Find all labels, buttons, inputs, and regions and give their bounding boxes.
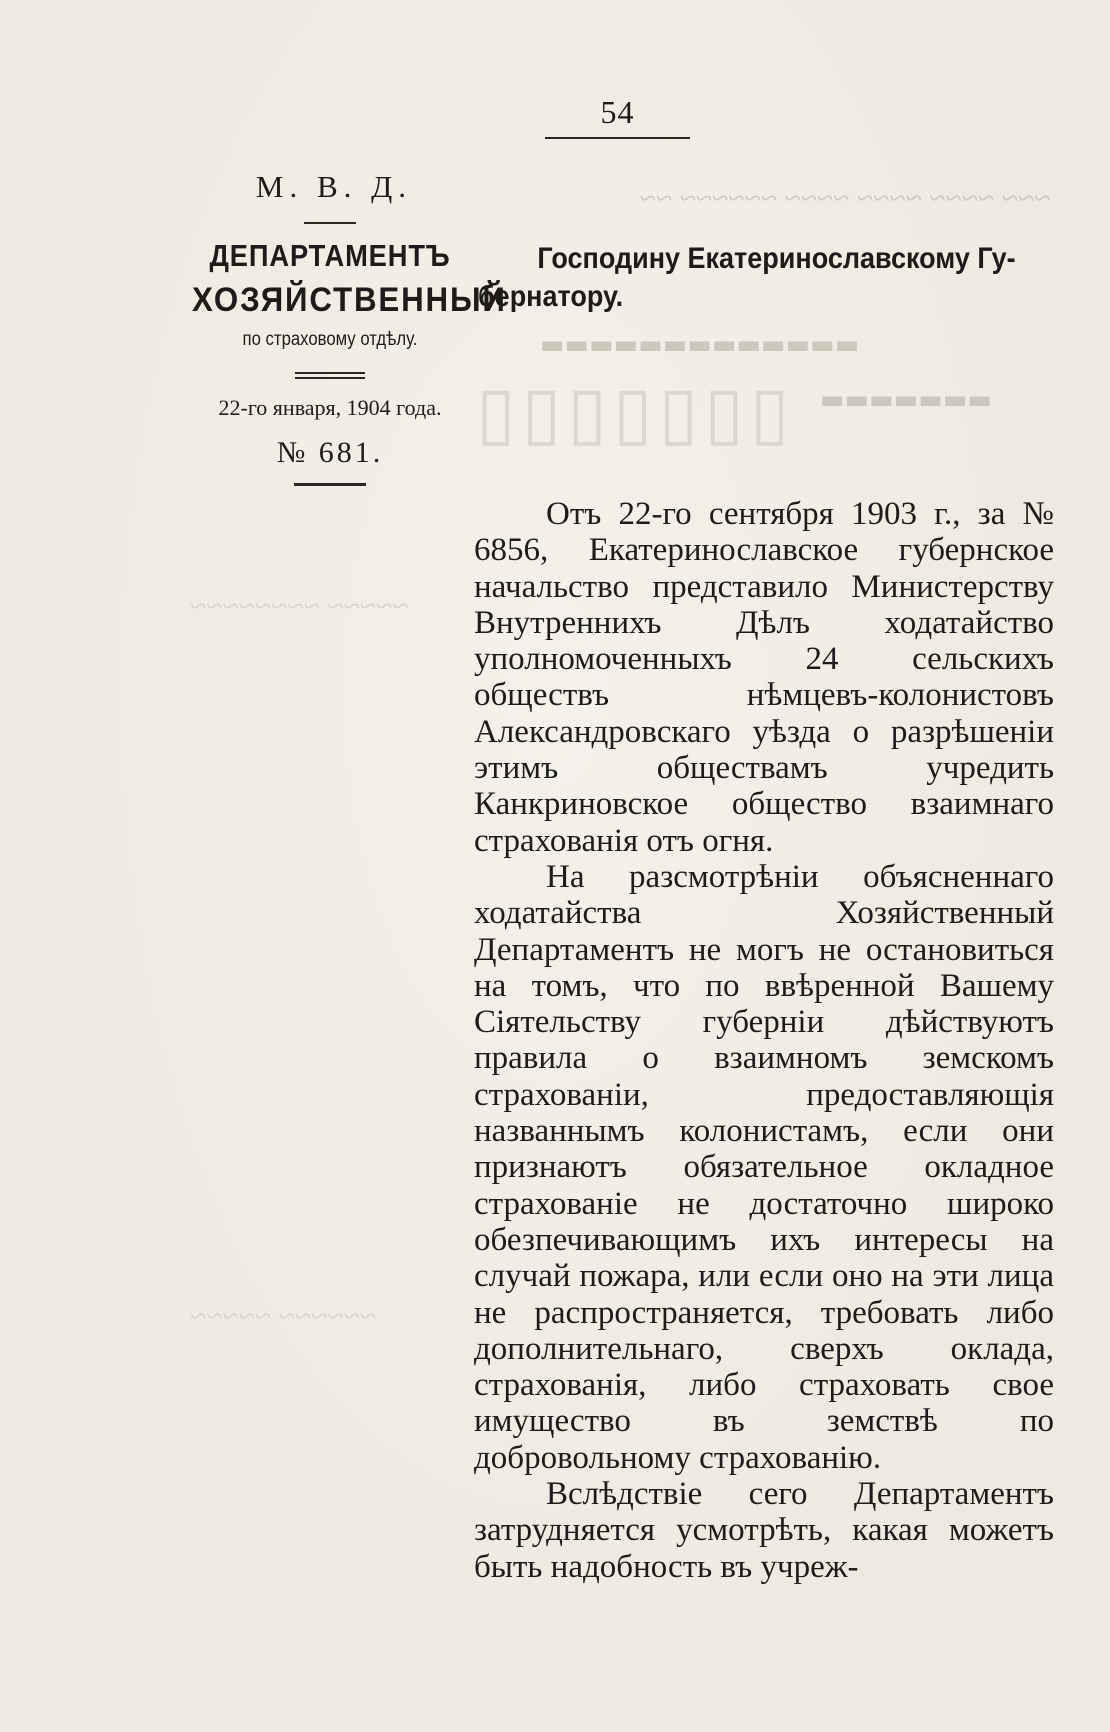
letter-body	[474, 496, 1054, 1585]
department-title-line1: ДЕПАРТАМЕНТЪ	[209, 238, 451, 273]
body-paragraph-1: Отъ 22-го сентября 1903 г., за № 6856, Екатеринославское губернское начальство представило Министерству Внутреннихъ Дѣлъ ходатайство уполномоченныхъ 24 сельскихъ обществъ нѣмцевъ-колонистовъ Александровскаго уѣзда о разрѣшеніи этимъ обществамъ учредить Канкриновское общество взаимнаго страхованія отъ огня.	[474, 496, 1054, 859]
bleed-through-decoration: ~~~~~~ ~~~~~	[190, 1300, 377, 1333]
page-number-rule	[545, 137, 690, 139]
document-date: 22-го января, 1904 года.	[218, 395, 442, 420]
bleed-through-decoration: ▯▯▯▯▯▯▯	[470, 373, 790, 453]
number-underline	[294, 483, 366, 486]
bleed-through-decoration: ▬▬▬▬▬▬▬▬▬▬▬▬▬	[540, 330, 860, 360]
body-paragraph-2: На разсмотрѣніи объясненнаго ходатайства Хозяйственный Департаментъ не могъ не остановиться на томъ, что по ввѣренной Вашему Сіятельству губерніи дѣйствуютъ правила о взаимномъ земскомъ страхованіи, предоставляющія названнымъ колонистамъ, если они признаютъ обязательное окладное страхованіе не достаточно широко обезпечивающимъ ихъ интересы на случай пожара, или если оно на эти лица не распространяется, требовать либо дополнительнаго, сверхъ оклада, страхованія, либо страховать свое имущество въ земствѣ по добровольному страхованію.	[474, 858, 1054, 1476]
letterhead-column	[180, 168, 507, 486]
ministry-abbreviation: М. В. Д.	[255, 169, 413, 204]
bleed-through-decoration: ▬▬▬▬▬▬▬	[820, 385, 992, 415]
document-number: № 681.	[276, 436, 384, 469]
addressee-line2: бернатору.	[478, 280, 624, 313]
bleed-through-decoration: ~~~~~ ~~~~~~~~	[190, 590, 409, 623]
bleed-through-decoration: ~~~ ~~~~ ~~~~ ~~~~ ~~~~~~ ~~	[640, 182, 1051, 215]
addressee-line1: Господину Екатеринославскому Гу-	[537, 242, 1016, 275]
department-subtitle: по страховому отдѣлу.	[242, 329, 418, 350]
double-divider-rule	[295, 372, 365, 379]
divider-rule	[304, 222, 356, 224]
page-number: 54	[600, 94, 635, 130]
body-paragraph-3: Вслѣдствіе сего Департаментъ затрудняется усмотрѣть, какая можетъ быть надобность въ учреж-	[474, 1476, 1054, 1585]
department-title-line2: ХОЗЯЙСТВЕННЫЙ	[192, 281, 507, 319]
addressee-heading	[478, 240, 1016, 316]
